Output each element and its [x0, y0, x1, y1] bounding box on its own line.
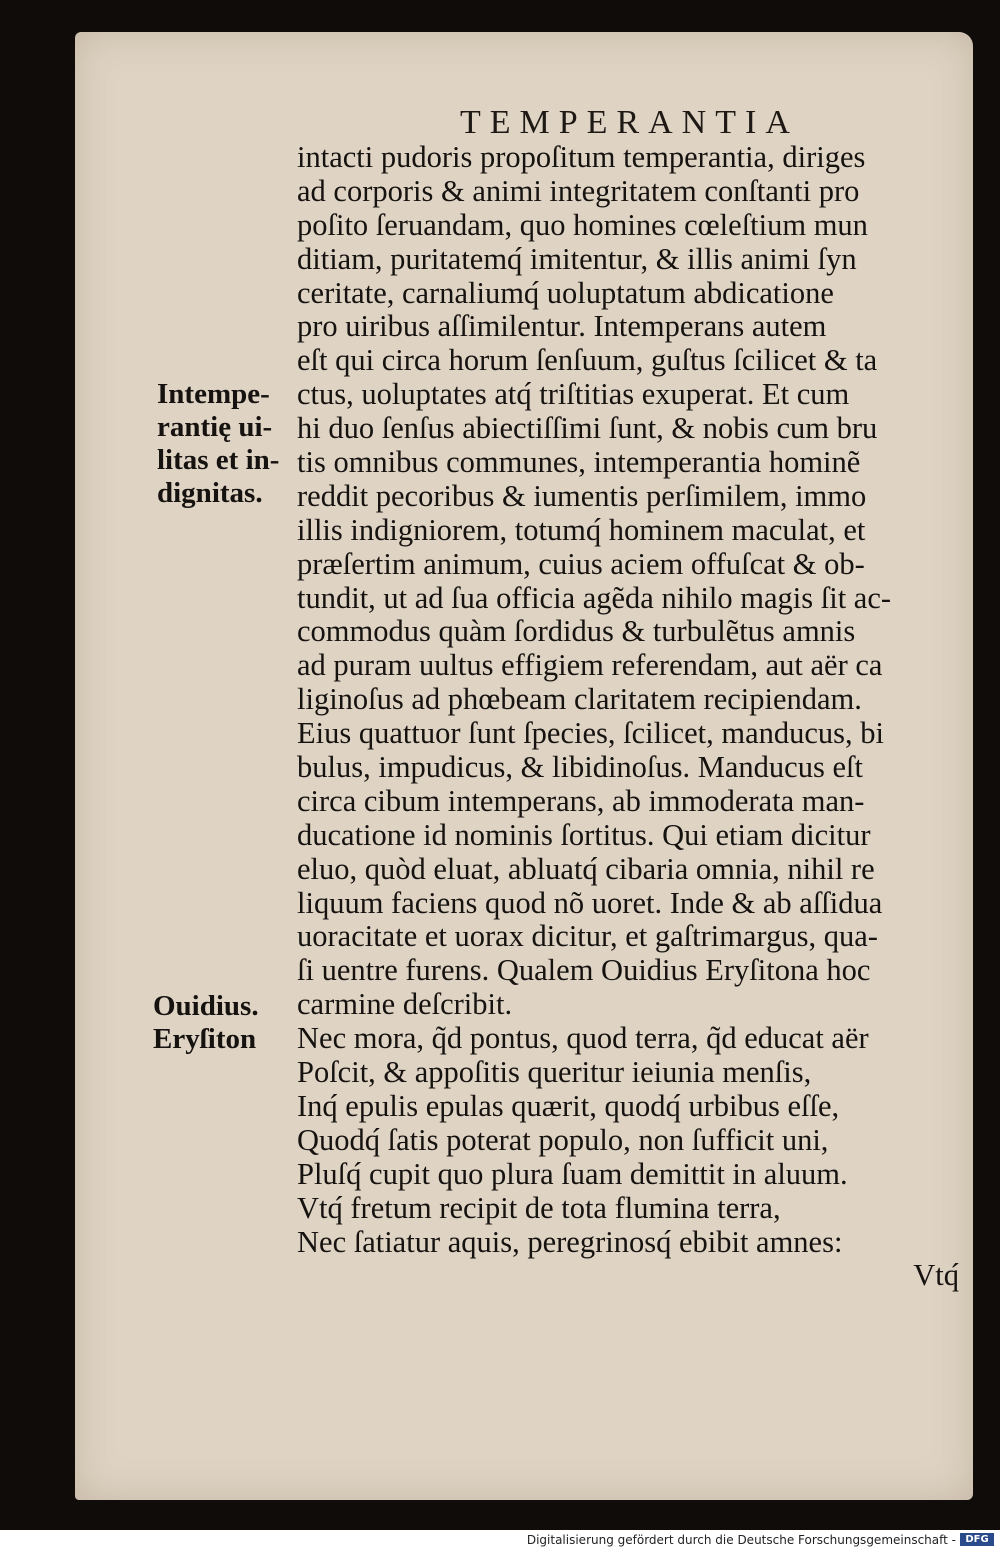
catchword: Vtq́ [913, 1258, 959, 1293]
text-line: tis omnibus communes, intemperantia hominẽ [297, 445, 861, 480]
text-line: præſertim animum, cuius aciem offuſcat & ob- [297, 546, 865, 581]
marginal-note-line: rantię ui- [157, 411, 273, 443]
text-line: pro uiribus aſſimilentur. Intemperans autem [297, 309, 827, 344]
marginal-note-line: litas et in- [157, 444, 280, 476]
marginal-note-line: Ouidius. [153, 990, 259, 1022]
marginal-note-line: Intempe- [157, 378, 270, 410]
text-line: eluo, quòd eluat, abluatq́ cibaria omnia, nihil re [297, 851, 875, 886]
text-line: illis indigniorem, totumq́ hominem maculat, et [297, 512, 866, 547]
text-line: bulus, impudicus, & libidinoſus. Manducus eſt [297, 750, 863, 785]
running-head: TEMPERANTIA [460, 104, 799, 141]
text-line: carmine deſcribit. [297, 987, 513, 1022]
text-line: commodus quàm ſordidus & turbulẽtus amnis [297, 614, 856, 649]
text-line: circa cibum intemperans, ab immoderata man- [297, 783, 865, 818]
text-line: uoracitate et uorax dicitur, et gaſtrimargus, qua- [297, 919, 878, 954]
text-line: hi duo ſenſus abiectiſſimi ſunt, & nobis cum bru [297, 411, 878, 446]
text-line: Inq́ epulis epulas quærit, quodq́ urbibus eſſe, [297, 1088, 840, 1123]
text-line: intacti pudoris propoſitum temperantia, diriges [297, 140, 866, 174]
dfg-logo: DFG [960, 1533, 994, 1546]
text-line: liquum faciens quod nõ uoret. Inde & ab aſſidua [297, 885, 883, 920]
text-line: eſt qui circa horum ſenſuum, guſtus ſcilicet & ta [297, 343, 878, 378]
text-line: Quodq́ ſatis poterat populo, non ſufficit uni, [297, 1122, 829, 1157]
marginal-note-line: Eryſiton [153, 1023, 257, 1055]
text-line: Poſcit, & appoſitis queritur ieiunia menſis, [297, 1055, 812, 1090]
text-line: tundit, ut ad ſua officia agẽda nihilo magis ſit ac- [297, 580, 892, 615]
text-line: ditiam, puritatemq́ imitentur, & illis animi ſyn [297, 241, 857, 276]
text-line: Nec ſatiatur aquis, peregrinosq́ ebibit amnes: [297, 1224, 843, 1259]
text-line: ctus, uoluptates atq́ triſtitias exuperat. Et cum [297, 377, 850, 412]
marginal-note-ouidius [153, 990, 259, 1056]
text-line: Nec mora, q̃d pontus, quod terra, q̃d educat aër [297, 1021, 869, 1056]
digitization-credit: Digitalisierung gefördert durch die Deutsche Forschungsgemeinschaft - [526, 1533, 956, 1547]
text-line: ſi uentre furens. Qualem Ouidius Eryſitona hoc [297, 953, 871, 988]
text-line: Eius quattuor ſunt ſpecies, ſcilicet, manducus, bi [297, 716, 884, 751]
text-line: Vtq́ fretum recipit de tota flumina terra, [297, 1190, 781, 1225]
text-line: Pluſq́ cupit quo plura ſuam demittit in aluum. [297, 1156, 848, 1191]
marginal-note-line: dignitas. [157, 477, 263, 509]
marginal-note-intemperantiae [157, 378, 279, 510]
text-line: poſito ſeruandam, quo homines cœleſtium mun [297, 207, 868, 242]
text-line: ceritate, carnaliumq́ uoluptatum abdicatione [297, 275, 834, 310]
text-line: ad corporis & animi integritatem conſtanti pro [297, 173, 860, 208]
text-line: ad puram uultus effigiem referendam, aut aër ca [297, 648, 883, 683]
text-line: ducatione id nominis ſortitus. Qui etiam dicitur [297, 817, 871, 852]
text-line: reddit pecoribus & iumentis perſimilem, immo [297, 478, 867, 513]
text-line: liginoſus ad phœbeam claritatem recipiendam. [297, 682, 862, 717]
body-text [297, 141, 977, 1293]
